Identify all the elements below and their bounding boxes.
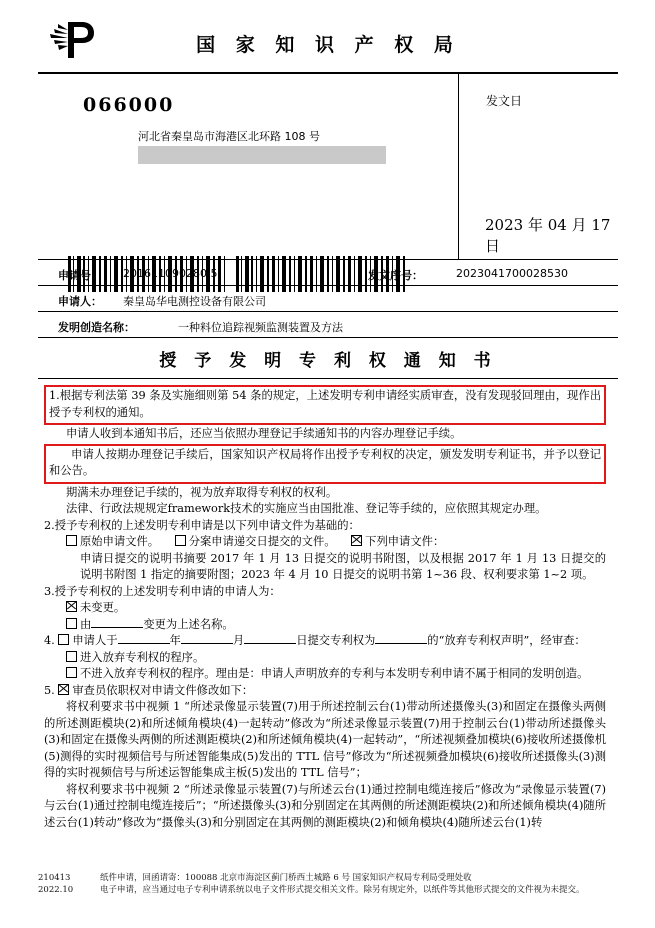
body-item-3-option-2 bbox=[44, 617, 606, 634]
page-title: 授 予 发 明 专 利 权 通 知 书 bbox=[38, 338, 618, 379]
footer-code-1: 210413 bbox=[38, 873, 71, 883]
body-item-2: 2.授予专利权的上述发明专利申请是以下列申请文件为基础的： bbox=[44, 518, 360, 532]
body-item-1-sub-1: 申请人收到本通知书后，还应当依照办理登记手续通知书的内容办理登记手续。 bbox=[66, 427, 462, 440]
body-item-2-detail: 申请日提交的说明书摘要 2017 年 1 月 13 日提交的说明书附图，以及根据 2017 年 1 月 13 日提交的说明书附图 1 指定的摘要附图；2023 年 4 月 10 日提交的说明书第 1~36 段、权利要求第 1~2 项。 bbox=[80, 551, 606, 581]
send-date-label: 发文日 bbox=[486, 94, 523, 108]
applicant-value: 秦皇岛华电测控设备有限公司 bbox=[123, 295, 266, 308]
body-item-2-options bbox=[44, 534, 606, 551]
address-redaction-bar bbox=[138, 146, 386, 164]
body-item-4-number: 4. bbox=[44, 634, 55, 647]
footer-codes bbox=[38, 872, 98, 896]
checkbox-divisional-docs[interactable] bbox=[175, 535, 186, 546]
option-label-changed-from-pre: 由 bbox=[80, 617, 92, 631]
option-label-waiver-a: 申请人于 bbox=[72, 634, 118, 647]
body-item-5-paragraph-1: 将权利要求书中视频 1 “所述录像显示装置(7)用于所述控制云台(1)带动所述摄像头(3)和固定在摄像头两侧的所述测距模块(2)和所述倾角模块(4)一起转动”修改为“所述录像显示装置(7)用于控制云台(1)带动所述摄像头(3)和固定在摄像头两侧的所述测距模块(2)和所述倾角模块(4)一起转动”，“所述视频叠加模块(6)接收所述摄像机(5)测得的实时视频信号与所述智能集成(5)发出的 TTL 信号”修改为“所述视频叠加模块(6)接收所述摄像头(3)测得的实时视频信号与所述运智能集成主板(5)发出的 TTL 信号”； bbox=[44, 700, 606, 779]
body-item-4 bbox=[44, 633, 606, 650]
organization-title: 国 家 知 识 产 权 局 bbox=[196, 34, 460, 56]
body-item-4-sub-1 bbox=[44, 650, 606, 667]
option-label-changed-from-mid: 变更为上述名称。 bbox=[143, 617, 234, 631]
cnipa-logo-icon bbox=[38, 20, 104, 60]
blank-waiver-year[interactable] bbox=[118, 643, 170, 644]
checkbox-not-enter-waiver[interactable] bbox=[66, 667, 77, 678]
body-item-5 bbox=[44, 683, 606, 700]
body-item-5-number: 5. bbox=[44, 683, 55, 697]
option-label-following-docs: 下列申请文件： bbox=[365, 535, 445, 548]
option-label-examiner-amendment: 审查员依职权对申请文件修改如下： bbox=[72, 683, 254, 697]
option-label-no-change: 未变更。 bbox=[80, 601, 126, 614]
body-item-4-sub-2 bbox=[44, 666, 606, 683]
option-label-enter-waiver: 进入放弃专利权的程序。 bbox=[80, 650, 205, 664]
document-sheet bbox=[38, 18, 618, 831]
highlight-box-2 bbox=[44, 444, 606, 484]
option-label-waiver-c: 月 bbox=[232, 634, 245, 647]
postal-code: 066000 bbox=[83, 94, 175, 116]
application-number-label: 申请号： bbox=[58, 269, 102, 282]
row-applicant bbox=[38, 286, 618, 312]
checkbox-original-docs[interactable] bbox=[66, 535, 77, 546]
checkbox-no-change[interactable] bbox=[66, 601, 77, 612]
option-label-waiver-e: 的“放弃专利权声明”，经审查： bbox=[427, 634, 586, 647]
blank-waiver-month[interactable] bbox=[181, 643, 233, 644]
body-item-1-sub-2: 申请人按期办理登记手续后，国家知识产权局将作出授予专利权的决定，颁发发明专利证书，并予以登记和公告。 bbox=[49, 447, 601, 477]
option-label-divisional-docs: 分案申请递交日提交的文件。 bbox=[188, 535, 336, 548]
footer-line-1: 纸件申请，回函请寄：100088 北京市海淀区蓟门桥西土城路 6 号 国家知识产权局专利局受理处收 bbox=[100, 873, 472, 883]
highlight-box-1 bbox=[44, 385, 606, 425]
application-number-value: 201611090280.5 bbox=[123, 267, 218, 280]
body-item-1-sub-4: 法律、行政法规规定framework技术的实施应当由国批准、登记等手续的，应依照其规定办理。 bbox=[66, 502, 547, 515]
body-item-1: 1.根据专利法第 39 条及实施细则第 54 条的规定，上述发明专利申请经实质审查，没有发现驳回理由，现作出授予专利权的通知。 bbox=[49, 389, 601, 419]
body-item-5-paragraph-2: 将权利要求书中视频 2 “所述录像显示装置(7)与所述云台(1)通过控制电缆连接后”修改为“录像显示装置(7)与云台(1)通过控制电缆连接后”；“所述摄像头(3)和分别固定在其两侧的所述测距模块(2)和所述倾角模块(4)随所述云台(1)转动”修改为“摄像头(3)和分别固定在其两侧的测距模块(2)和倾角模块(4)随所述云台(1)转 bbox=[44, 782, 606, 829]
option-label-not-enter-waiver: 不进入放弃专利权的程序。理由是：申请人声明放弃的专利与本发明专利申请不属于相同的发明创造。 bbox=[80, 667, 589, 680]
doc-sequence-value: 2023041700028530 bbox=[456, 267, 568, 280]
row-invention-title bbox=[38, 312, 618, 338]
option-label-original-docs: 原始申请文件。 bbox=[80, 535, 160, 548]
footer-text bbox=[100, 872, 620, 896]
checkbox-changed-from[interactable] bbox=[66, 618, 77, 629]
option-label-waiver-b: 年 bbox=[169, 634, 181, 647]
invention-title-value: 一种料位追踪视频监测装置及方法 bbox=[178, 321, 343, 334]
document-body bbox=[38, 379, 618, 831]
doc-sequence-label: 发文序号： bbox=[368, 269, 423, 282]
footer-code-2: 2022.10 bbox=[38, 885, 74, 895]
checkbox-following-docs[interactable] bbox=[351, 535, 362, 546]
body-item-1-sub-3: 期满未办理登记手续的，视为放弃取得专利权的权利。 bbox=[66, 485, 338, 499]
body-item-3: 3.授予专利权的上述发明专利申请的申请人为： bbox=[44, 584, 281, 598]
footer-line-2: 电子申请，应当通过电子专利申请系统以电子文件形式提交相关文件。除另有规定外，以纸件等其他形式提交的文件视为未提交。 bbox=[100, 885, 585, 895]
checkbox-waiver-statement[interactable] bbox=[58, 634, 69, 645]
option-label-waiver-d: 日提交专利权为 bbox=[296, 634, 376, 647]
body-item-3-option-1 bbox=[44, 600, 606, 617]
blank-old-name[interactable] bbox=[91, 627, 143, 628]
mail-block bbox=[38, 74, 618, 260]
send-date-value: 2023 年 04 月 17 日 bbox=[485, 216, 611, 255]
applicant-label: 申请人： bbox=[58, 295, 102, 308]
blank-waiver-day[interactable] bbox=[244, 643, 296, 644]
checkbox-enter-waiver[interactable] bbox=[66, 651, 77, 662]
recipient-address: 河北省秦皇岛市海港区北环路 108 号 bbox=[138, 130, 320, 143]
document-header bbox=[38, 18, 618, 66]
invention-title-label: 发明创造名称： bbox=[58, 321, 135, 334]
blank-waiver-patent[interactable] bbox=[375, 643, 427, 644]
mail-divider bbox=[458, 74, 459, 259]
row-application-number bbox=[38, 260, 618, 286]
checkbox-examiner-amendment[interactable] bbox=[58, 684, 69, 695]
